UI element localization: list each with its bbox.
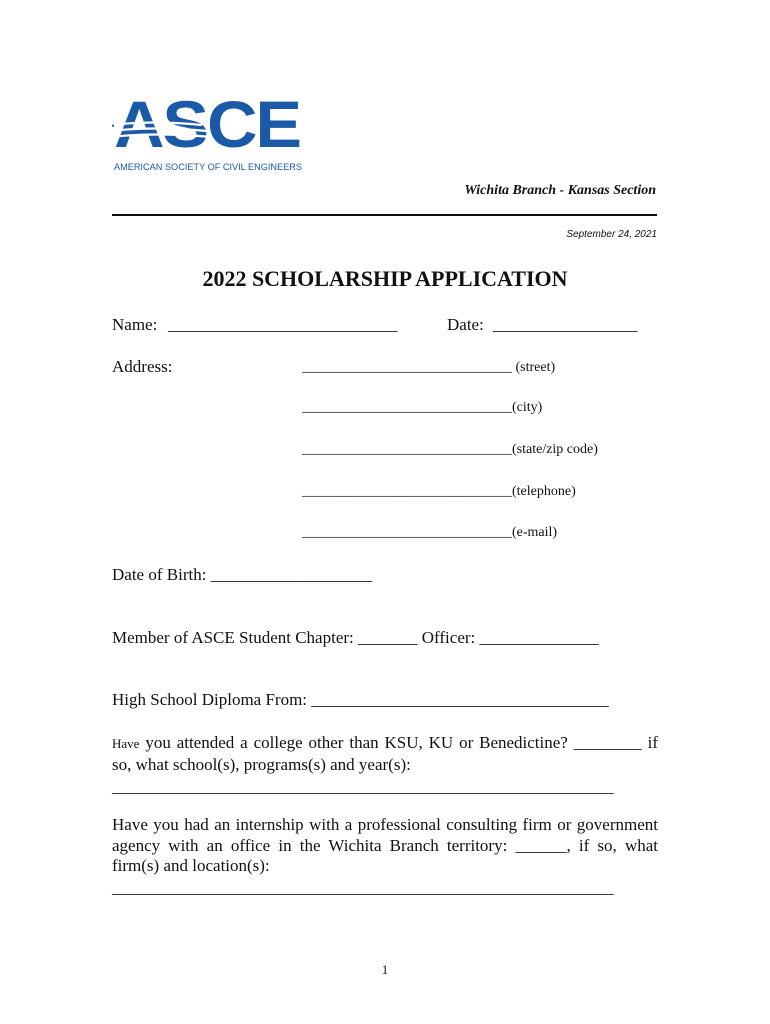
address-telephone-hint: (telephone): [512, 484, 576, 499]
diploma-line: [112, 690, 609, 710]
date-field[interactable]: _________________: [493, 315, 638, 334]
diploma-field[interactable]: ___________________________________: [311, 690, 609, 709]
address-street-field[interactable]: ______________________________: [302, 360, 512, 375]
officer-field[interactable]: ______________: [479, 628, 599, 647]
college-question-have: Have: [112, 736, 140, 751]
dob-line: [112, 565, 372, 585]
member-label: Member of ASCE Student Chapter:: [112, 628, 354, 647]
address-telephone-line: [302, 484, 576, 500]
address-state-hint: (state/zip code): [512, 442, 598, 457]
page-title: 2022 SCHOLARSHIP APPLICATION: [202, 266, 568, 291]
address-label: Address:: [112, 357, 173, 376]
college-question: [112, 733, 658, 775]
address-city-hint: (city): [512, 400, 543, 415]
asce-logo: [112, 92, 304, 174]
address-city-line: [302, 400, 542, 416]
address-city-field[interactable]: ______________________________: [302, 400, 512, 415]
logo-wordmark: ASCE: [114, 92, 300, 161]
member-line: [112, 628, 599, 648]
address-telephone-field[interactable]: ______________________________: [302, 484, 512, 499]
page-number: 1: [381, 962, 389, 977]
address-email-field[interactable]: ______________________________: [302, 525, 512, 540]
logo-tagline: AMERICAN SOCIETY OF CIVIL ENGINEERS: [114, 162, 302, 173]
address-street-line: [302, 360, 555, 376]
officer-label: Officer:: [421, 628, 476, 647]
diploma-label: High School Diploma From:: [112, 690, 308, 709]
document-date: September 24, 2021: [566, 229, 657, 240]
college-answer-field[interactable]: ___________________________________________________________: [112, 777, 614, 796]
address-state-line: [302, 442, 598, 458]
address-state-field[interactable]: ______________________________: [302, 442, 512, 457]
dob-field[interactable]: ___________________: [210, 565, 373, 584]
internship-question: Have you had an internship with a professional consulting firm or government agency with an office in the Wichita Branch territory: ______, if so, what firm(s) and location(s):: [112, 815, 658, 875]
date-label: Date:: [447, 315, 484, 334]
name-field[interactable]: ___________________________: [168, 315, 398, 334]
address-email-line: [302, 525, 557, 541]
dob-label: Date of Birth:: [112, 565, 207, 584]
member-field[interactable]: _______: [358, 628, 418, 647]
college-question-text: you attended a college other than KSU, KU or Benedictine? ________ if so, what school(s), programs(s) and year(s):: [112, 733, 658, 774]
header-rule: [112, 214, 657, 216]
name-label: Name:: [112, 315, 158, 334]
address-street-hint: (street): [512, 360, 556, 375]
address-email-hint: (e-mail): [512, 525, 558, 540]
branch-line: Wichita Branch - Kansas Section: [464, 183, 656, 198]
internship-answer-field[interactable]: ___________________________________________________________: [112, 878, 614, 897]
